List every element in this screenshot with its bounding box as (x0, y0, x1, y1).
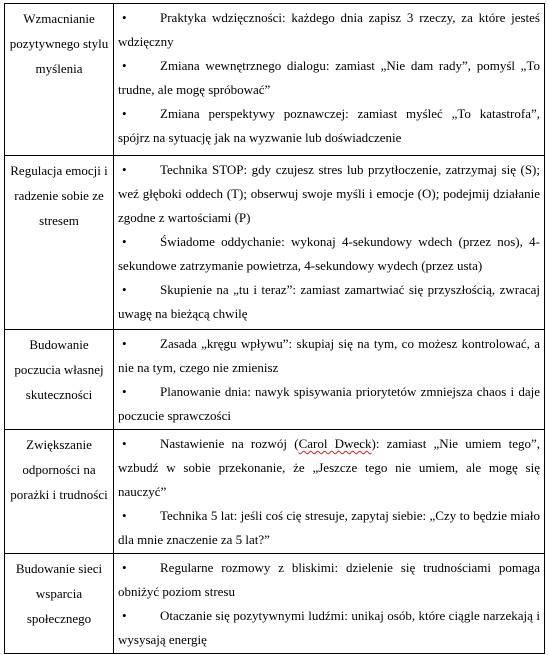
list-item: • Technika 5 lat: jeśli coś cię stresuje, zapytaj siebie: „Czy to będzie miało dla mnie znaczenie za 5 lat?” (118, 504, 540, 552)
category-cell: Regulacja emocji i radzenie sobie ze stresem (5, 156, 114, 330)
list-item: • Praktyka wdzięczności: każdego dnia zapisz 3 rzeczy, za które jesteś wdzięczny (118, 6, 540, 54)
items-cell (114, 554, 545, 654)
bullet-icon: • (122, 384, 127, 399)
strategy-table (4, 3, 545, 654)
bullet-icon: • (122, 336, 127, 351)
spellcheck-underline: Carol Dweck (298, 436, 372, 451)
bullet-icon: • (122, 162, 127, 177)
bullet-icon: • (122, 282, 127, 297)
list-item: • Zasada „kręgu wpływu”: skupiaj się na tym, co możesz kontrolować, a nie na tym, czego nie zmienisz (118, 332, 540, 380)
list-item: • Nastawienie na rozwój (Carol Dweck): zamiast „Nie umiem tego”, wzbudź w sobie przekonanie, że „Jeszcze tego nie umiem, ale mogę się nauczyć” (118, 432, 540, 504)
items-cell (114, 430, 545, 554)
bullet-icon: • (122, 508, 127, 523)
table-row (5, 430, 545, 554)
items-cell (114, 330, 545, 430)
table-row (5, 330, 545, 430)
bullet-icon: • (122, 106, 127, 121)
list-item: • Świadome oddychanie: wykonaj 4-sekundowy wdech (przez nos), 4-sekundowe zatrzymanie powietrza, 4-sekundowy wydech (przez usta) (118, 230, 540, 278)
bullet-icon: • (122, 436, 127, 451)
bullet-icon: • (122, 10, 127, 25)
list-item: • Otaczanie się pozytywnymi ludźmi: unikaj osób, które ciągle narzekają i wysysają energię (118, 604, 540, 652)
list-item: • Technika STOP: gdy czujesz stres lub przytłoczenie, zatrzymaj się (S); weź głęboki oddech (T); obserwuj swoje myśli i emocje (O); podejmij działanie zgodne z wartościami (P) (118, 158, 540, 230)
bullet-icon: • (122, 234, 127, 249)
items-cell (114, 156, 545, 330)
table-row (5, 554, 545, 654)
bullet-icon: • (122, 560, 127, 575)
category-cell: Budowanie sieci wsparcia społecznego (5, 554, 114, 654)
category-cell: Zwiększanie odporności na porażki i trudności (5, 430, 114, 554)
list-item: • Skupienie na „tu i teraz”: zamiast zamartwiać się przyszłością, zwracaj uwagę na bieżącą chwilę (118, 278, 540, 326)
list-item: • Regularne rozmowy z bliskimi: dzielenie się trudnościami pomaga obniżyć poziom stresu (118, 556, 540, 604)
list-item: • Zmiana wewnętrznego dialogu: zamiast „Nie dam rady”, pomyśl „To trudne, ale mogę spróbować” (118, 54, 540, 102)
category-cell: Budowanie poczucia własnej skuteczności (5, 330, 114, 430)
category-cell: Wzmacnianie pozytywnego stylu myślenia (5, 4, 114, 156)
list-item: • Zmiana perspektywy poznawczej: zamiast myśleć „To katastrofa”, spójrz na sytuację jak na wyzwanie lub doświadczenie (118, 102, 540, 150)
items-cell (114, 4, 545, 156)
bullet-icon: • (122, 608, 127, 623)
table-row (5, 156, 545, 330)
bullet-icon: • (122, 58, 127, 73)
table-row (5, 4, 545, 156)
list-item: • Planowanie dnia: nawyk spisywania priorytetów zmniejsza chaos i daje poczucie sprawczości (118, 380, 540, 428)
